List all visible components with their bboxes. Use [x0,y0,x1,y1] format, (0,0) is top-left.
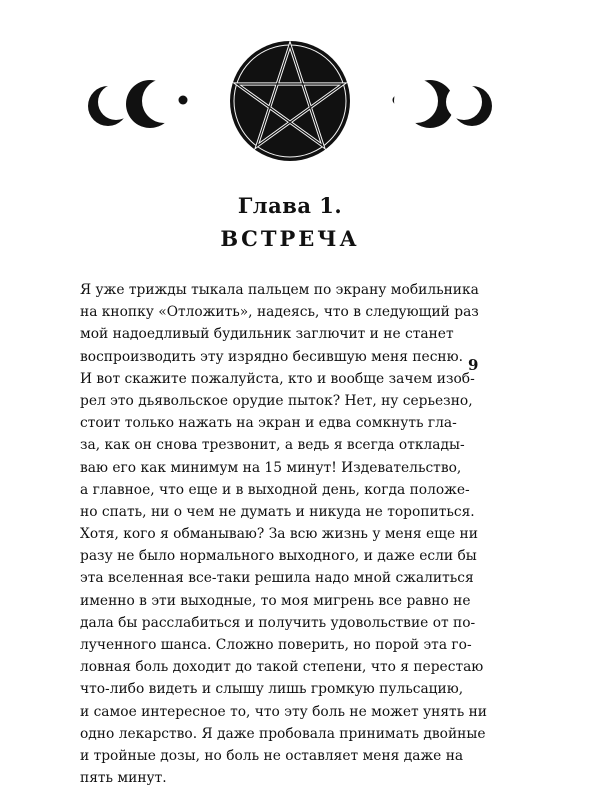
text-line: а главное, что еще и в выходной день, когда положе- [80,481,470,498]
text-line: одно лекарство. Я даже пробовала принимать двойные [80,725,486,742]
text-line: именно в эти выходные, то моя мигрень все равно не [80,592,471,609]
text-line: стоит только нажать на экран и едва сомкнуть гла- [80,415,457,432]
text-line: лученного шанса. Сложно поверить, но порой эта го- [80,637,472,653]
text-line: на кнопку «Отложить», надеясь, что в следующий раз [80,304,479,321]
text-line: что-либо видеть и слышу лишь громкую пульсацию, [80,681,464,698]
left-dot-icon [179,96,188,105]
text-line: И вот скажите пожалуйста, кто и вообще зачем изоб- [80,370,475,387]
text-line: и тройные дозы, но боль не оставляет меня даже на [80,747,464,764]
text-line: мой надоедливый будильник заглючит и не станет [80,326,454,343]
text-line: разу не было нормального выходного, и даже если бы [80,548,477,565]
text-line: дала бы расслабиться и получить удовольствие от по- [80,614,476,631]
pentagram-icon [230,41,350,161]
text-line: эта вселенная все-таки решила надо мной сжалиться [80,570,474,587]
text-line: ловная боль доходит до такой степени, что я перестаю [80,659,484,676]
text-line: рел это дьявольское орудие пыток? Нет, ну серьезно, [80,392,473,409]
text-line: Хотя, кого я обманываю? За всю жизнь у меня еще ни [80,526,478,543]
text-line: воспроизводить эту изрядно бесившую меня песню. [80,348,464,365]
right-half-moon-icon [394,79,454,128]
pentagram-moons-ornament [80,28,500,178]
page-number: 9 [468,356,479,374]
text-line: и самое интересное то, что эту боль не может унять ни [80,703,487,720]
chapter-number: Глава 1. [237,193,343,218]
chapter-body-text [80,279,487,789]
text-line: ваю его как минимум на 15 минут! Издевательство, [80,459,462,476]
chapter-title: ВСТРЕЧА [220,226,360,251]
right-crescent-moon-icon [446,84,492,126]
text-line-last: пять минут. [80,770,167,787]
text-line: Я уже трижды тыкала пальцем по экрану мобильника [80,282,479,298]
left-half-moon-icon [126,79,186,128]
text-line: но спать, ни о чем не думать и никуда не торопиться. [80,503,475,520]
text-line: за, как он снова трезвонит, а ведь я всегда отклады- [80,437,465,454]
